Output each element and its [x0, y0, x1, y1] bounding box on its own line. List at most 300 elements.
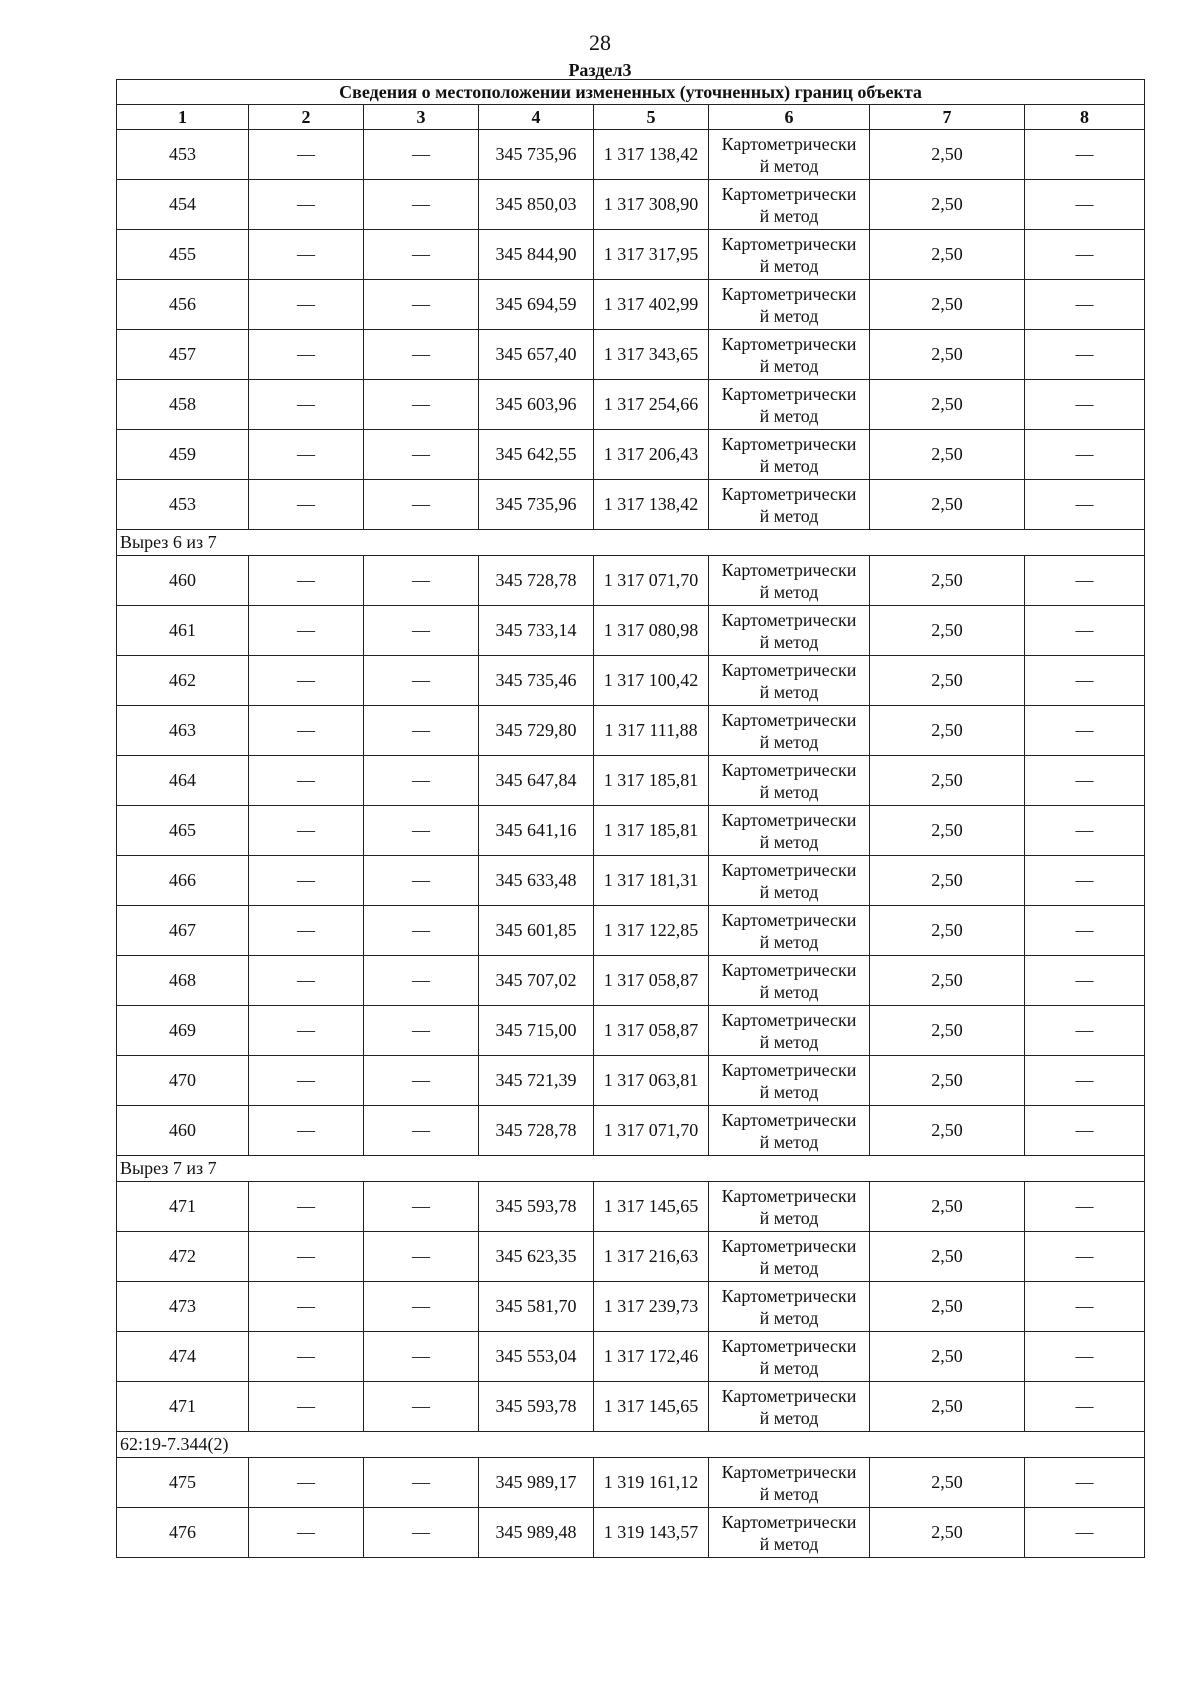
x-coordinate-cell: 345 735,96	[479, 130, 594, 180]
column-8-cell: —	[1025, 1232, 1145, 1282]
y-coordinate-cell: 1 317 216,63	[594, 1232, 709, 1282]
x-coordinate-cell: 345 647,84	[479, 756, 594, 806]
table-row	[117, 1282, 1145, 1332]
y-coordinate-cell: 1 317 138,42	[594, 480, 709, 530]
x-coordinate-cell: 345 989,17	[479, 1458, 594, 1508]
column-2-cell: —	[249, 1182, 364, 1232]
method-cell	[709, 656, 870, 706]
x-coordinate-cell: 345 581,70	[479, 1282, 594, 1332]
y-coordinate-cell: 1 317 343,65	[594, 330, 709, 380]
x-coordinate-cell: 345 593,78	[479, 1182, 594, 1232]
method-cell	[709, 1182, 870, 1232]
point-number-cell: 459	[117, 430, 249, 480]
group-header-row	[117, 530, 1145, 556]
table-row	[117, 1382, 1145, 1432]
method-cell	[709, 280, 870, 330]
column-2-cell: —	[249, 1006, 364, 1056]
column-number: 1	[117, 105, 249, 130]
method-line-2: й метод	[759, 931, 819, 952]
group-label: 62:19-7.344(2)	[117, 1432, 1145, 1458]
point-number-cell: 460	[117, 556, 249, 606]
x-coordinate-cell: 345 844,90	[479, 230, 594, 280]
column-2-cell: —	[249, 1382, 364, 1432]
column-3-cell: —	[364, 480, 479, 530]
column-8-cell: —	[1025, 1182, 1145, 1232]
y-coordinate-cell: 1 317 080,98	[594, 606, 709, 656]
point-number-cell: 464	[117, 756, 249, 806]
boundary-coordinates-table	[116, 79, 1145, 1558]
method-line-2: й метод	[759, 881, 819, 902]
point-number-cell: 463	[117, 706, 249, 756]
table-row	[117, 1056, 1145, 1106]
point-number-cell: 453	[117, 130, 249, 180]
y-coordinate-cell: 1 317 111,88	[594, 706, 709, 756]
column-8-cell: —	[1025, 956, 1145, 1006]
point-number-cell: 476	[117, 1508, 249, 1558]
method-line-2: й метод	[759, 505, 819, 526]
column-3-cell: —	[364, 1232, 479, 1282]
table-row	[117, 956, 1145, 1006]
method-line-2: й метод	[759, 781, 819, 802]
x-coordinate-cell: 345 707,02	[479, 956, 594, 1006]
table-row	[117, 230, 1145, 280]
column-8-cell: —	[1025, 806, 1145, 856]
method-line-1: Картометрически	[721, 383, 857, 404]
table-row	[117, 656, 1145, 706]
x-coordinate-cell: 345 603,96	[479, 380, 594, 430]
accuracy-cell: 2,50	[870, 1332, 1025, 1382]
method-line-1: Картометрически	[721, 133, 857, 154]
table-row	[117, 1006, 1145, 1056]
point-number-cell: 469	[117, 1006, 249, 1056]
y-coordinate-cell: 1 317 185,81	[594, 806, 709, 856]
point-number-cell: 453	[117, 480, 249, 530]
method-cell	[709, 380, 870, 430]
method-line-1: Картометрически	[721, 1009, 857, 1030]
table-row	[117, 180, 1145, 230]
column-number: 2	[249, 105, 364, 130]
column-numbers-row	[117, 105, 1145, 130]
y-coordinate-cell: 1 317 181,31	[594, 856, 709, 906]
method-line-1: Картометрически	[721, 283, 857, 304]
point-number-cell: 461	[117, 606, 249, 656]
method-line-1: Картометрически	[721, 1059, 857, 1080]
method-cell	[709, 330, 870, 380]
y-coordinate-cell: 1 317 206,43	[594, 430, 709, 480]
method-cell	[709, 1106, 870, 1156]
column-8-cell: —	[1025, 480, 1145, 530]
method-line-1: Картометрически	[721, 1461, 857, 1482]
y-coordinate-cell: 1 317 145,65	[594, 1182, 709, 1232]
accuracy-cell: 2,50	[870, 230, 1025, 280]
table-row	[117, 556, 1145, 606]
method-line-1: Картометрически	[721, 1285, 857, 1306]
table-row	[117, 806, 1145, 856]
x-coordinate-cell: 345 553,04	[479, 1332, 594, 1382]
column-3-cell: —	[364, 956, 479, 1006]
column-3-cell: —	[364, 806, 479, 856]
x-coordinate-cell: 345 735,46	[479, 656, 594, 706]
x-coordinate-cell: 345 721,39	[479, 1056, 594, 1106]
group-header-row	[117, 1156, 1145, 1182]
accuracy-cell: 2,50	[870, 1382, 1025, 1432]
column-8-cell: —	[1025, 1332, 1145, 1382]
method-line-2: й метод	[759, 1407, 819, 1428]
column-2-cell: —	[249, 806, 364, 856]
column-2-cell: —	[249, 1508, 364, 1558]
method-line-2: й метод	[759, 981, 819, 1002]
column-3-cell: —	[364, 1282, 479, 1332]
accuracy-cell: 2,50	[870, 330, 1025, 380]
column-8-cell: —	[1025, 906, 1145, 956]
column-3-cell: —	[364, 1332, 479, 1382]
column-2-cell: —	[249, 330, 364, 380]
x-coordinate-cell: 345 694,59	[479, 280, 594, 330]
x-coordinate-cell: 345 633,48	[479, 856, 594, 906]
method-cell	[709, 756, 870, 806]
method-line-2: й метод	[759, 681, 819, 702]
method-line-1: Картометрически	[721, 609, 857, 630]
column-2-cell: —	[249, 1232, 364, 1282]
column-number: 5	[594, 105, 709, 130]
y-coordinate-cell: 1 319 161,12	[594, 1458, 709, 1508]
accuracy-cell: 2,50	[870, 1282, 1025, 1332]
x-coordinate-cell: 345 642,55	[479, 430, 594, 480]
column-3-cell: —	[364, 1508, 479, 1558]
x-coordinate-cell: 345 733,14	[479, 606, 594, 656]
accuracy-cell: 2,50	[870, 1006, 1025, 1056]
method-line-2: й метод	[759, 581, 819, 602]
method-cell	[709, 706, 870, 756]
column-3-cell: —	[364, 280, 479, 330]
column-2-cell: —	[249, 130, 364, 180]
column-number: 8	[1025, 105, 1145, 130]
table-row	[117, 1232, 1145, 1282]
column-2-cell: —	[249, 606, 364, 656]
method-line-1: Картометрически	[721, 809, 857, 830]
method-line-1: Картометрически	[721, 233, 857, 254]
column-2-cell: —	[249, 1458, 364, 1508]
column-3-cell: —	[364, 1182, 479, 1232]
point-number-cell: 457	[117, 330, 249, 380]
method-cell	[709, 906, 870, 956]
column-3-cell: —	[364, 430, 479, 480]
accuracy-cell: 2,50	[870, 1508, 1025, 1558]
column-3-cell: —	[364, 906, 479, 956]
method-line-2: й метод	[759, 355, 819, 376]
y-coordinate-cell: 1 317 122,85	[594, 906, 709, 956]
method-line-2: й метод	[759, 1081, 819, 1102]
method-cell	[709, 1056, 870, 1106]
y-coordinate-cell: 1 317 402,99	[594, 280, 709, 330]
column-3-cell: —	[364, 606, 479, 656]
accuracy-cell: 2,50	[870, 380, 1025, 430]
method-line-1: Картометрически	[721, 1109, 857, 1130]
column-3-cell: —	[364, 756, 479, 806]
column-number: 3	[364, 105, 479, 130]
column-8-cell: —	[1025, 856, 1145, 906]
method-line-2: й метод	[759, 1307, 819, 1328]
accuracy-cell: 2,50	[870, 1056, 1025, 1106]
column-8-cell: —	[1025, 1056, 1145, 1106]
x-coordinate-cell: 345 657,40	[479, 330, 594, 380]
x-coordinate-cell: 345 715,00	[479, 1006, 594, 1056]
column-8-cell: —	[1025, 556, 1145, 606]
method-line-2: й метод	[759, 1131, 819, 1152]
x-coordinate-cell: 345 593,78	[479, 1382, 594, 1432]
group-label: Вырез 6 из 7	[117, 530, 1145, 556]
table-row	[117, 756, 1145, 806]
method-cell	[709, 1458, 870, 1508]
column-2-cell: —	[249, 480, 364, 530]
group-label: Вырез 7 из 7	[117, 1156, 1145, 1182]
accuracy-cell: 2,50	[870, 280, 1025, 330]
method-cell	[709, 1282, 870, 1332]
method-cell	[709, 606, 870, 656]
y-coordinate-cell: 1 317 254,66	[594, 380, 709, 430]
accuracy-cell: 2,50	[870, 180, 1025, 230]
table-caption: Сведения о местоположении измененных (уточненных) границ объекта	[117, 80, 1145, 105]
method-cell	[709, 956, 870, 1006]
column-8-cell: —	[1025, 1508, 1145, 1558]
y-coordinate-cell: 1 317 071,70	[594, 1106, 709, 1156]
method-line-1: Картометрически	[721, 909, 857, 930]
x-coordinate-cell: 345 850,03	[479, 180, 594, 230]
column-8-cell: —	[1025, 330, 1145, 380]
method-line-2: й метод	[759, 305, 819, 326]
accuracy-cell: 2,50	[870, 480, 1025, 530]
table-row	[117, 330, 1145, 380]
column-3-cell: —	[364, 1382, 479, 1432]
method-line-2: й метод	[759, 631, 819, 652]
table-row	[117, 1332, 1145, 1382]
method-line-1: Картометрически	[721, 1335, 857, 1356]
column-3-cell: —	[364, 130, 479, 180]
method-line-1: Картометрически	[721, 659, 857, 680]
x-coordinate-cell: 345 989,48	[479, 1508, 594, 1558]
accuracy-cell: 2,50	[870, 856, 1025, 906]
point-number-cell: 454	[117, 180, 249, 230]
table-caption-row	[117, 80, 1145, 105]
method-line-2: й метод	[759, 255, 819, 276]
point-number-cell: 471	[117, 1182, 249, 1232]
table-row	[117, 430, 1145, 480]
method-cell	[709, 806, 870, 856]
method-line-2: й метод	[759, 1257, 819, 1278]
accuracy-cell: 2,50	[870, 756, 1025, 806]
accuracy-cell: 2,50	[870, 656, 1025, 706]
method-line-1: Картометрически	[721, 333, 857, 354]
y-coordinate-cell: 1 317 317,95	[594, 230, 709, 280]
accuracy-cell: 2,50	[870, 956, 1025, 1006]
column-3-cell: —	[364, 556, 479, 606]
point-number-cell: 475	[117, 1458, 249, 1508]
column-2-cell: —	[249, 656, 364, 706]
method-line-1: Картометрически	[721, 859, 857, 880]
column-3-cell: —	[364, 1056, 479, 1106]
accuracy-cell: 2,50	[870, 1106, 1025, 1156]
method-line-1: Картометрически	[721, 959, 857, 980]
column-2-cell: —	[249, 956, 364, 1006]
method-line-2: й метод	[759, 1031, 819, 1052]
y-coordinate-cell: 1 317 058,87	[594, 956, 709, 1006]
table-row	[117, 280, 1145, 330]
column-2-cell: —	[249, 1056, 364, 1106]
point-number-cell: 471	[117, 1382, 249, 1432]
column-8-cell: —	[1025, 1382, 1145, 1432]
table-row	[117, 1106, 1145, 1156]
method-line-1: Картометрически	[721, 559, 857, 580]
method-line-2: й метод	[759, 1357, 819, 1378]
accuracy-cell: 2,50	[870, 556, 1025, 606]
point-number-cell: 470	[117, 1056, 249, 1106]
x-coordinate-cell: 345 601,85	[479, 906, 594, 956]
table-row	[117, 856, 1145, 906]
column-2-cell: —	[249, 180, 364, 230]
accuracy-cell: 2,50	[870, 706, 1025, 756]
method-line-1: Картометрически	[721, 483, 857, 504]
table-body	[117, 80, 1145, 1558]
method-cell	[709, 480, 870, 530]
point-number-cell: 456	[117, 280, 249, 330]
column-8-cell: —	[1025, 1458, 1145, 1508]
column-number: 6	[709, 105, 870, 130]
group-header-row	[117, 1432, 1145, 1458]
method-cell	[709, 856, 870, 906]
column-3-cell: —	[364, 1458, 479, 1508]
column-8-cell: —	[1025, 1106, 1145, 1156]
method-cell	[709, 130, 870, 180]
accuracy-cell: 2,50	[870, 806, 1025, 856]
y-coordinate-cell: 1 317 172,46	[594, 1332, 709, 1382]
column-2-cell: —	[249, 856, 364, 906]
column-8-cell: —	[1025, 130, 1145, 180]
column-2-cell: —	[249, 706, 364, 756]
y-coordinate-cell: 1 317 138,42	[594, 130, 709, 180]
y-coordinate-cell: 1 317 100,42	[594, 656, 709, 706]
point-number-cell: 465	[117, 806, 249, 856]
column-2-cell: —	[249, 430, 364, 480]
table-row	[117, 380, 1145, 430]
method-line-1: Картометрически	[721, 759, 857, 780]
point-number-cell: 458	[117, 380, 249, 430]
method-line-2: й метод	[759, 405, 819, 426]
table-row	[117, 1508, 1145, 1558]
point-number-cell: 472	[117, 1232, 249, 1282]
table-row	[117, 606, 1145, 656]
x-coordinate-cell: 345 735,96	[479, 480, 594, 530]
column-2-cell: —	[249, 280, 364, 330]
accuracy-cell: 2,50	[870, 606, 1025, 656]
method-line-1: Картометрически	[721, 709, 857, 730]
y-coordinate-cell: 1 317 239,73	[594, 1282, 709, 1332]
method-line-1: Картометрически	[721, 433, 857, 454]
point-number-cell: 466	[117, 856, 249, 906]
column-2-cell: —	[249, 756, 364, 806]
y-coordinate-cell: 1 319 143,57	[594, 1508, 709, 1558]
point-number-cell: 474	[117, 1332, 249, 1382]
column-3-cell: —	[364, 380, 479, 430]
y-coordinate-cell: 1 317 058,87	[594, 1006, 709, 1056]
column-3-cell: —	[364, 856, 479, 906]
column-2-cell: —	[249, 906, 364, 956]
column-3-cell: —	[364, 1106, 479, 1156]
column-8-cell: —	[1025, 230, 1145, 280]
section-title: Раздел3	[568, 60, 632, 80]
x-coordinate-cell: 345 728,78	[479, 556, 594, 606]
column-8-cell: —	[1025, 380, 1145, 430]
column-2-cell: —	[249, 380, 364, 430]
column-3-cell: —	[364, 180, 479, 230]
column-3-cell: —	[364, 1006, 479, 1056]
point-number-cell: 455	[117, 230, 249, 280]
accuracy-cell: 2,50	[870, 130, 1025, 180]
accuracy-cell: 2,50	[870, 906, 1025, 956]
method-line-1: Картометрически	[721, 183, 857, 204]
method-cell	[709, 1332, 870, 1382]
accuracy-cell: 2,50	[870, 1232, 1025, 1282]
point-number-cell: 460	[117, 1106, 249, 1156]
point-number-cell: 467	[117, 906, 249, 956]
method-line-2: й метод	[759, 205, 819, 226]
table-row	[117, 480, 1145, 530]
method-line-2: й метод	[759, 831, 819, 852]
column-3-cell: —	[364, 230, 479, 280]
method-cell	[709, 1382, 870, 1432]
method-cell	[709, 1508, 870, 1558]
column-3-cell: —	[364, 656, 479, 706]
table-row	[117, 1458, 1145, 1508]
column-8-cell: —	[1025, 606, 1145, 656]
column-2-cell: —	[249, 1106, 364, 1156]
column-3-cell: —	[364, 706, 479, 756]
point-number-cell: 473	[117, 1282, 249, 1332]
x-coordinate-cell: 345 728,78	[479, 1106, 594, 1156]
x-coordinate-cell: 345 641,16	[479, 806, 594, 856]
table-row	[117, 130, 1145, 180]
column-2-cell: —	[249, 230, 364, 280]
column-8-cell: —	[1025, 706, 1145, 756]
method-line-1: Картометрически	[721, 1235, 857, 1256]
accuracy-cell: 2,50	[870, 1182, 1025, 1232]
table-row	[117, 1182, 1145, 1232]
column-number: 4	[479, 105, 594, 130]
method-line-2: й метод	[759, 155, 819, 176]
y-coordinate-cell: 1 317 145,65	[594, 1382, 709, 1432]
x-coordinate-cell: 345 623,35	[479, 1232, 594, 1282]
x-coordinate-cell: 345 729,80	[479, 706, 594, 756]
y-coordinate-cell: 1 317 063,81	[594, 1056, 709, 1106]
column-8-cell: —	[1025, 430, 1145, 480]
accuracy-cell: 2,50	[870, 1458, 1025, 1508]
point-number-cell: 462	[117, 656, 249, 706]
column-number: 7	[870, 105, 1025, 130]
method-line-2: й метод	[759, 1483, 819, 1504]
method-line-2: й метод	[759, 1207, 819, 1228]
method-cell	[709, 1232, 870, 1282]
method-cell	[709, 556, 870, 606]
method-line-2: й метод	[759, 731, 819, 752]
method-line-1: Картометрически	[721, 1385, 857, 1406]
column-8-cell: —	[1025, 756, 1145, 806]
column-2-cell: —	[249, 556, 364, 606]
method-cell	[709, 230, 870, 280]
column-3-cell: —	[364, 330, 479, 380]
column-8-cell: —	[1025, 1282, 1145, 1332]
column-2-cell: —	[249, 1332, 364, 1382]
method-cell	[709, 1006, 870, 1056]
point-number-cell: 468	[117, 956, 249, 1006]
